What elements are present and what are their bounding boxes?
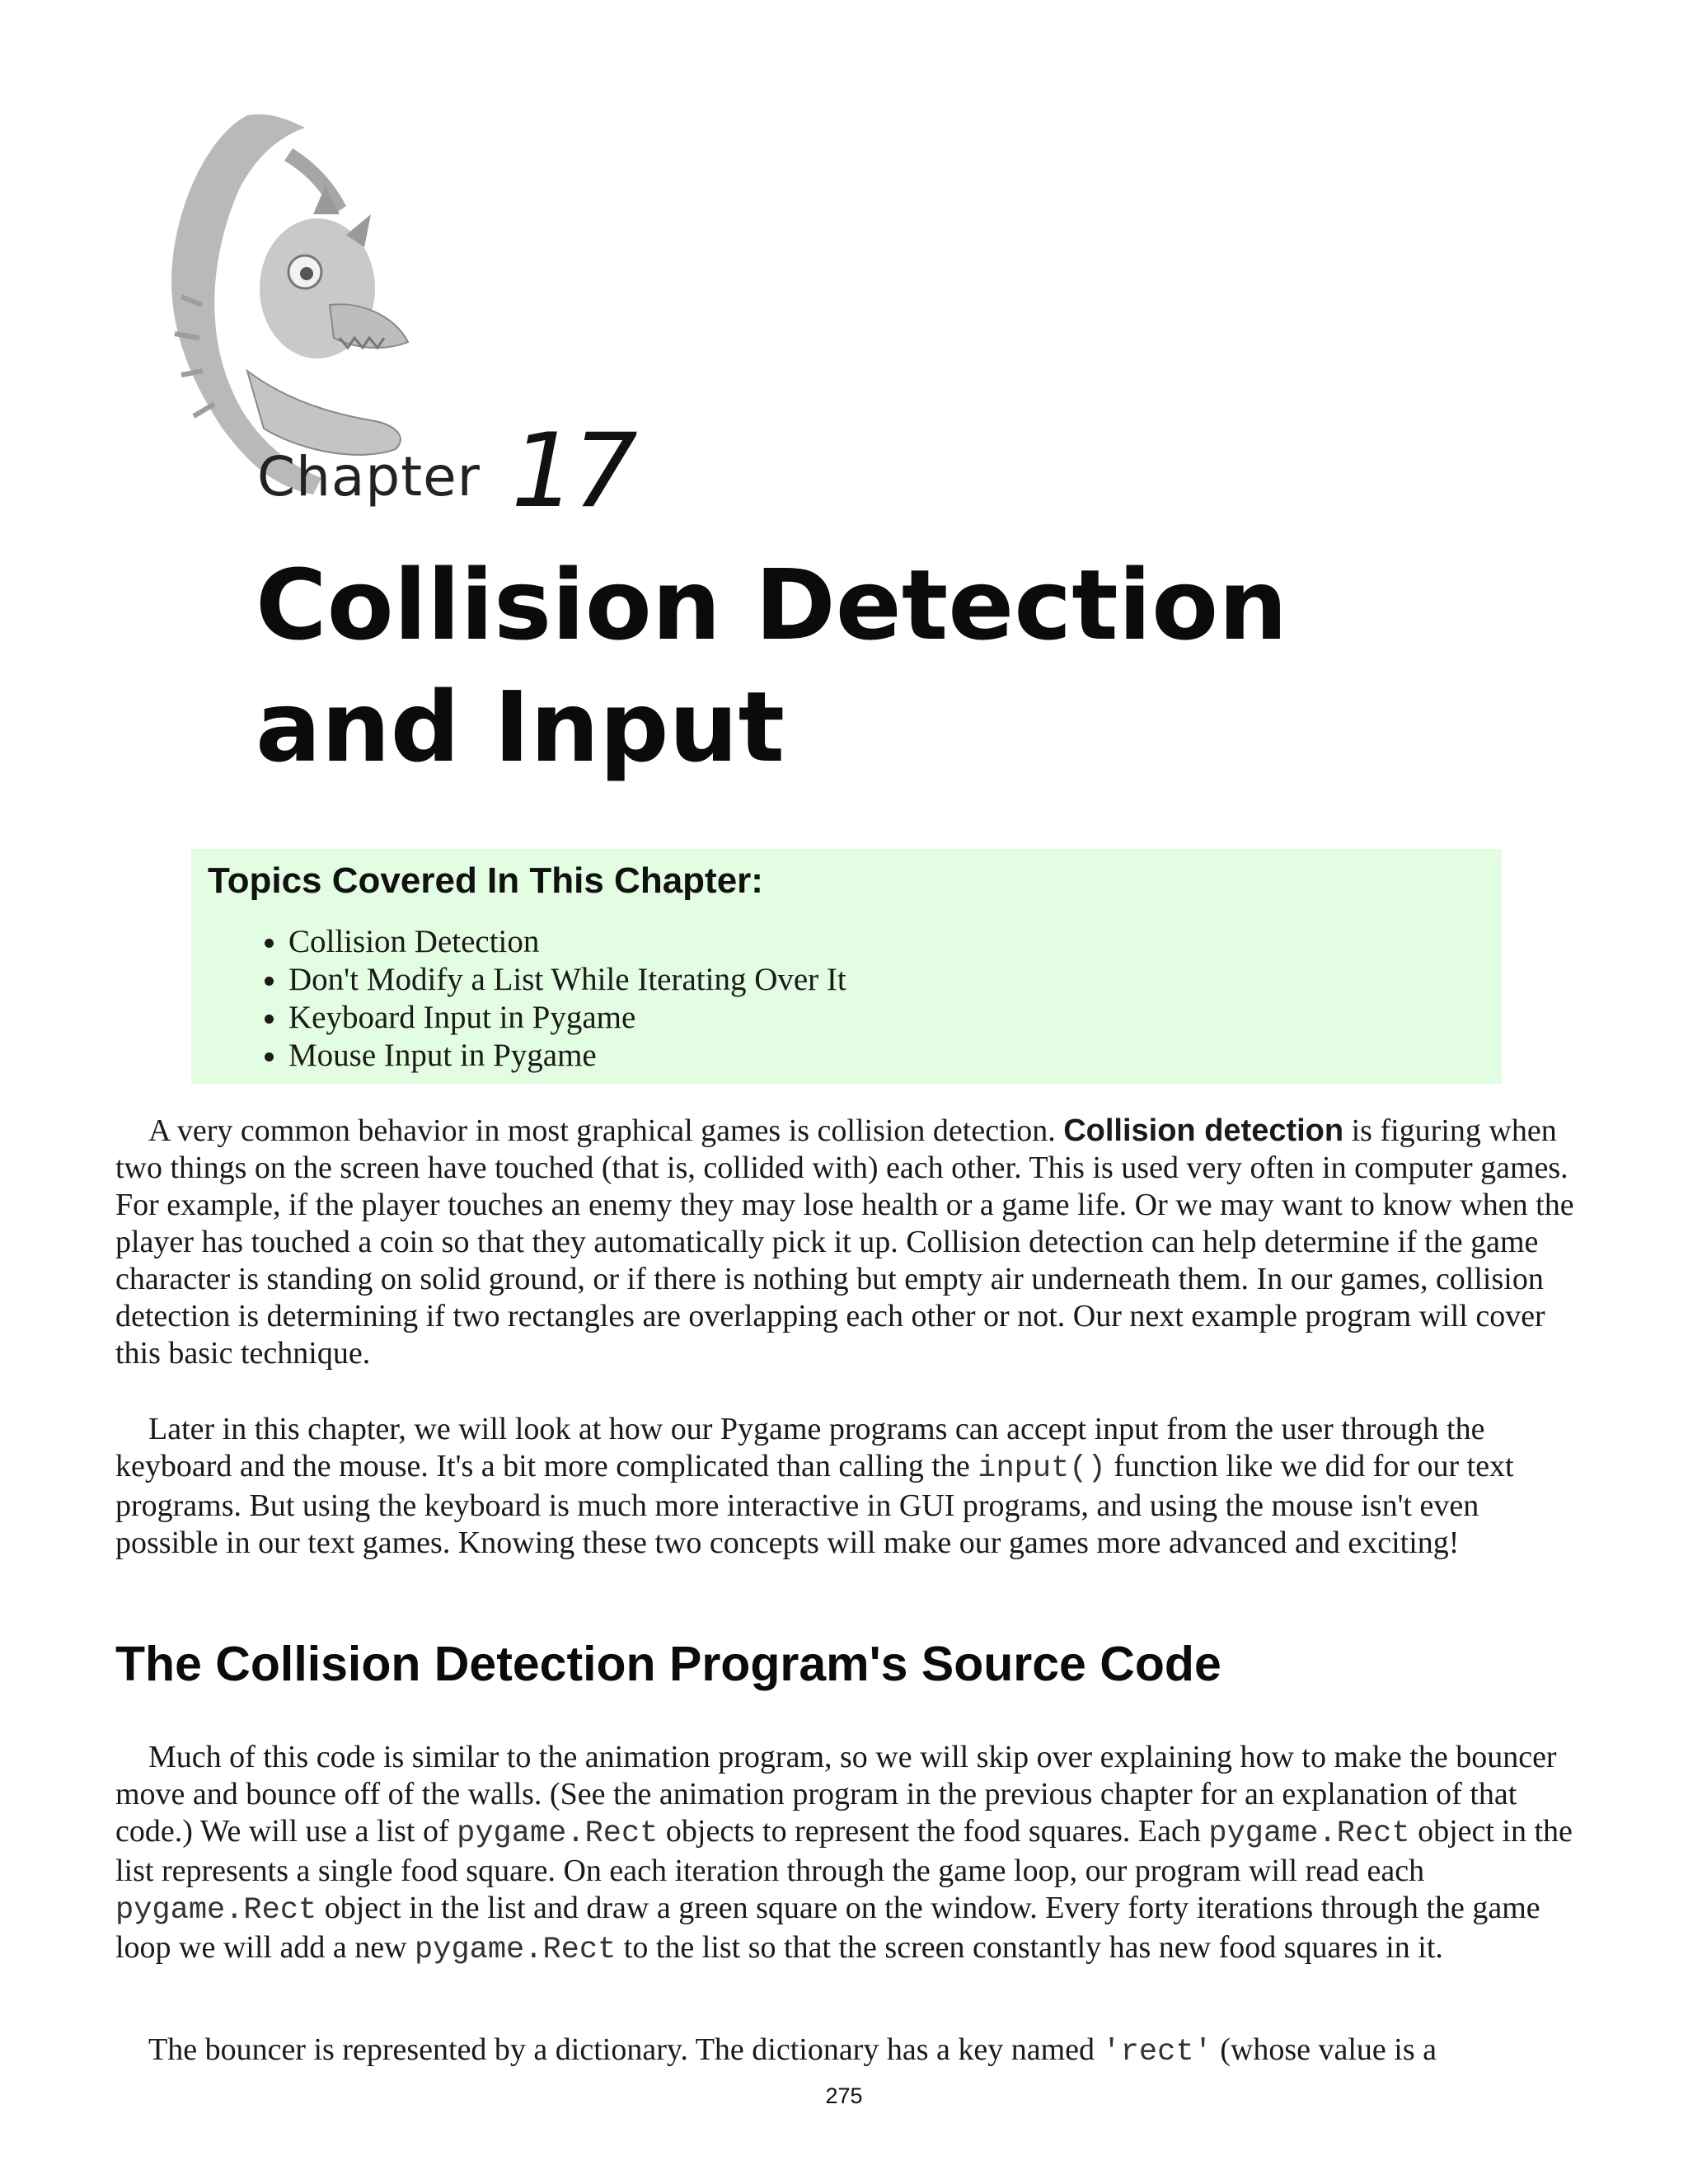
paragraph-text: Much of this code is similar to the animation program, so we will skip over explaining how to make the bouncer move and bounce off of the walls. (See the animation program in the previous chapter for an explanation of that code.) We will use a list of xyxy=(115,1740,1557,1849)
paragraph-text: is figuring when two things on the screen have touched (that is, collided with) each other. This is used very often in computer games. For example, if the player touches an enemy they may lose health or a game life. Or we may want to know when the player has touched a coin so that they automatically pick it up. Collision detection can help determine if the game character is standing on solid ground, or if there is nothing but empty air underneath them. In our games, collision detection is determining if two rectangles are overlapping each other or not. Our next example program will cover this basic technique. xyxy=(115,1113,1574,1371)
chapter-title-line-2: and Input xyxy=(256,670,785,784)
term-collision-detection: Collision detection xyxy=(1063,1113,1344,1148)
paragraph-text: A very common behavior in most graphical games is collision detection. xyxy=(148,1113,1064,1148)
topic-item: • Collision Detection xyxy=(288,923,846,961)
topic-item: • Keyboard Input in Pygame xyxy=(288,999,846,1037)
paragraph-text: to the list so that the screen constantly has new food squares in it. xyxy=(616,1930,1443,1965)
topic-item: • Don't Modify a List While Iterating Over It xyxy=(288,961,846,999)
paragraph-source-overview xyxy=(115,1739,1574,1969)
chapter-title xyxy=(256,544,1409,788)
paragraph-text: (whose value is a xyxy=(1212,2032,1437,2067)
topic-item: • Mouse Input in Pygame xyxy=(288,1037,846,1075)
paragraph-text: The bouncer is represented by a dictionary. The dictionary has a key named xyxy=(148,2032,1103,2067)
chapter-number: 17 xyxy=(511,412,635,531)
code-pygame-rect: pygame.Rect xyxy=(415,1933,617,1967)
chapter-label: Chapter xyxy=(257,445,481,509)
code-pygame-rect: pygame.Rect xyxy=(457,1816,659,1851)
paragraph-text: objects to represent the food squares. Each xyxy=(658,1814,1209,1849)
paragraph-text: object in the list and draw a green square on the window. Every forty iterations through the game loop we will add a new xyxy=(115,1891,1540,1965)
code-pygame-rect: pygame.Rect xyxy=(115,1893,317,1928)
section-heading: The Collision Detection Program's Source Code xyxy=(115,1637,1221,1691)
topics-box xyxy=(191,849,1502,1084)
code-rect-key: 'rect' xyxy=(1102,2035,1212,2069)
code-input-function: input() xyxy=(978,1451,1106,1486)
code-pygame-rect: pygame.Rect xyxy=(1208,1816,1410,1851)
page-number: 275 xyxy=(825,2083,863,2108)
topics-heading: Topics Covered In This Chapter: xyxy=(208,860,763,901)
paragraph-bouncer xyxy=(115,2032,1574,2071)
paragraph-input-intro xyxy=(115,1411,1574,1562)
paragraph-text: object in the list represents a single food square. On each iteration through the game loop, our program will read each xyxy=(115,1814,1573,1888)
paragraph-text: function like we did for our text programs. But using the keyboard is much more interactive in GUI programs, and using the mouse isn't even possible in our text games. Knowing these two concepts will make our games more advanced and exciting! xyxy=(115,1449,1514,1560)
paragraph-collision-intro xyxy=(115,1113,1574,1372)
topics-list xyxy=(232,923,846,1075)
chapter-title-line-1: Collision Detection xyxy=(256,548,1288,662)
paragraph-text: Later in this chapter, we will look at how our Pygame programs can accept input from the user through the keyboard and the mouse. It's a bit more complicated than calling the xyxy=(115,1412,1485,1483)
